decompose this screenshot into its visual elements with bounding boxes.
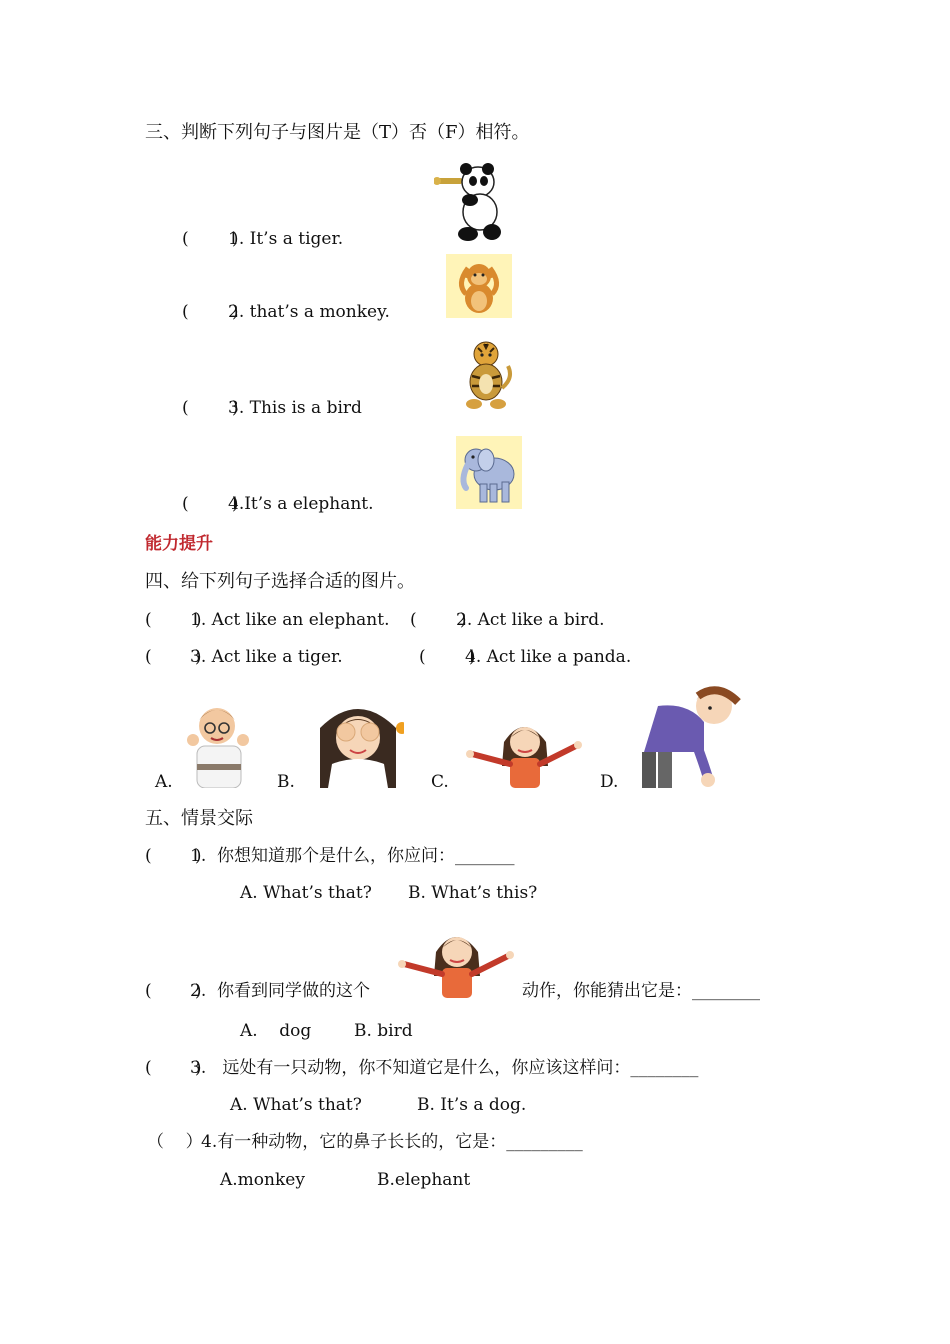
s5-q2-option-a[interactable]: A. dog [240, 1021, 312, 1041]
option-d-label: D. [600, 772, 619, 792]
ability-heading: 能力提升 [145, 534, 213, 554]
s3-item4-text: 4.It’s a elephant. [228, 494, 374, 514]
s5-q3-option-b[interactable]: B. It’s a dog. [417, 1095, 527, 1115]
s3-item2-paren[interactable]: ( ) [182, 302, 239, 322]
s5-q2-text-after: 动作，你能猜出它是：________ [522, 981, 760, 1001]
s5-q1-option-a[interactable]: A. What’s that? [240, 883, 372, 903]
s5-q2-option-b[interactable]: B. bird [354, 1021, 413, 1041]
s3-item3-text: 3. This is a bird [228, 398, 362, 418]
s3-item3-paren[interactable]: ( ) [182, 398, 239, 418]
boy-tiger-pose-icon [183, 698, 255, 788]
s3-item2-text: 2. that’s a monkey. [228, 302, 390, 322]
s5-q4-option-b[interactable]: B.elephant [377, 1170, 471, 1190]
s4-item3-text: 3. Act like a tiger. [190, 647, 343, 667]
s5-q1-paren[interactable]: ( ) [145, 846, 202, 866]
s4-item4-paren[interactable]: ( ) [419, 647, 476, 667]
s4-item1-text: 1. Act like an elephant. [190, 610, 390, 630]
s4-item1-paren[interactable]: ( ) [145, 610, 202, 630]
s3-item1-text: 1. It’s a tiger. [228, 229, 344, 249]
section5-title: 五、情景交际 [145, 808, 253, 829]
girl-bird-arms-icon [396, 922, 518, 998]
s5-q1-text: 1. 你想知道那个是什么，你应问：_______ [190, 846, 515, 866]
option-b-label: B. [277, 772, 295, 792]
s4-item2-text: 2. Act like a bird. [456, 610, 605, 630]
s5-q4-text: 4.有一种动物，它的鼻子长长的，它是：_________ [201, 1132, 583, 1152]
option-c-label: C. [431, 772, 449, 792]
s5-q2-paren[interactable]: ( ) [145, 981, 202, 1001]
s3-item4-paren[interactable]: ( ) [182, 494, 239, 514]
elephant-icon [456, 436, 522, 509]
panda-trumpet-icon [434, 160, 506, 242]
s5-q1-option-b[interactable]: B. What’s this? [408, 883, 538, 903]
girl-panda-eyes-icon [312, 698, 404, 788]
tiger-icon [458, 338, 514, 412]
s5-q2-text-before: 2. 你看到同学做的这个 [190, 981, 371, 1001]
monkey-icon [446, 254, 512, 318]
section4-title: 四、给下列句子选择合适的图片。 [145, 571, 415, 592]
s4-item2-paren[interactable]: ( ) [410, 610, 467, 630]
girl-bird-arms-icon [464, 712, 586, 788]
s5-q3-paren[interactable]: ( ) [145, 1058, 202, 1078]
s5-q3-text: 3. 远处有一只动物，你不知道它是什么，你应该这样问：________ [190, 1058, 699, 1078]
s4-item4-text: 4. Act like a panda. [465, 647, 632, 667]
s5-q4-paren[interactable]: （ ） [147, 1132, 203, 1152]
s5-q3-option-a[interactable]: A. What’s that? [230, 1095, 362, 1115]
option-a-label: A. [155, 772, 173, 792]
boy-elephant-bend-icon [638, 682, 742, 788]
s5-q4-option-a[interactable]: A.monkey [220, 1170, 305, 1190]
section3-title: 三、判断下列句子与图片是（T）否（F）相符。 [145, 122, 530, 143]
s3-item1-paren[interactable]: ( ) [182, 229, 239, 249]
s4-item3-paren[interactable]: ( ) [145, 647, 202, 667]
